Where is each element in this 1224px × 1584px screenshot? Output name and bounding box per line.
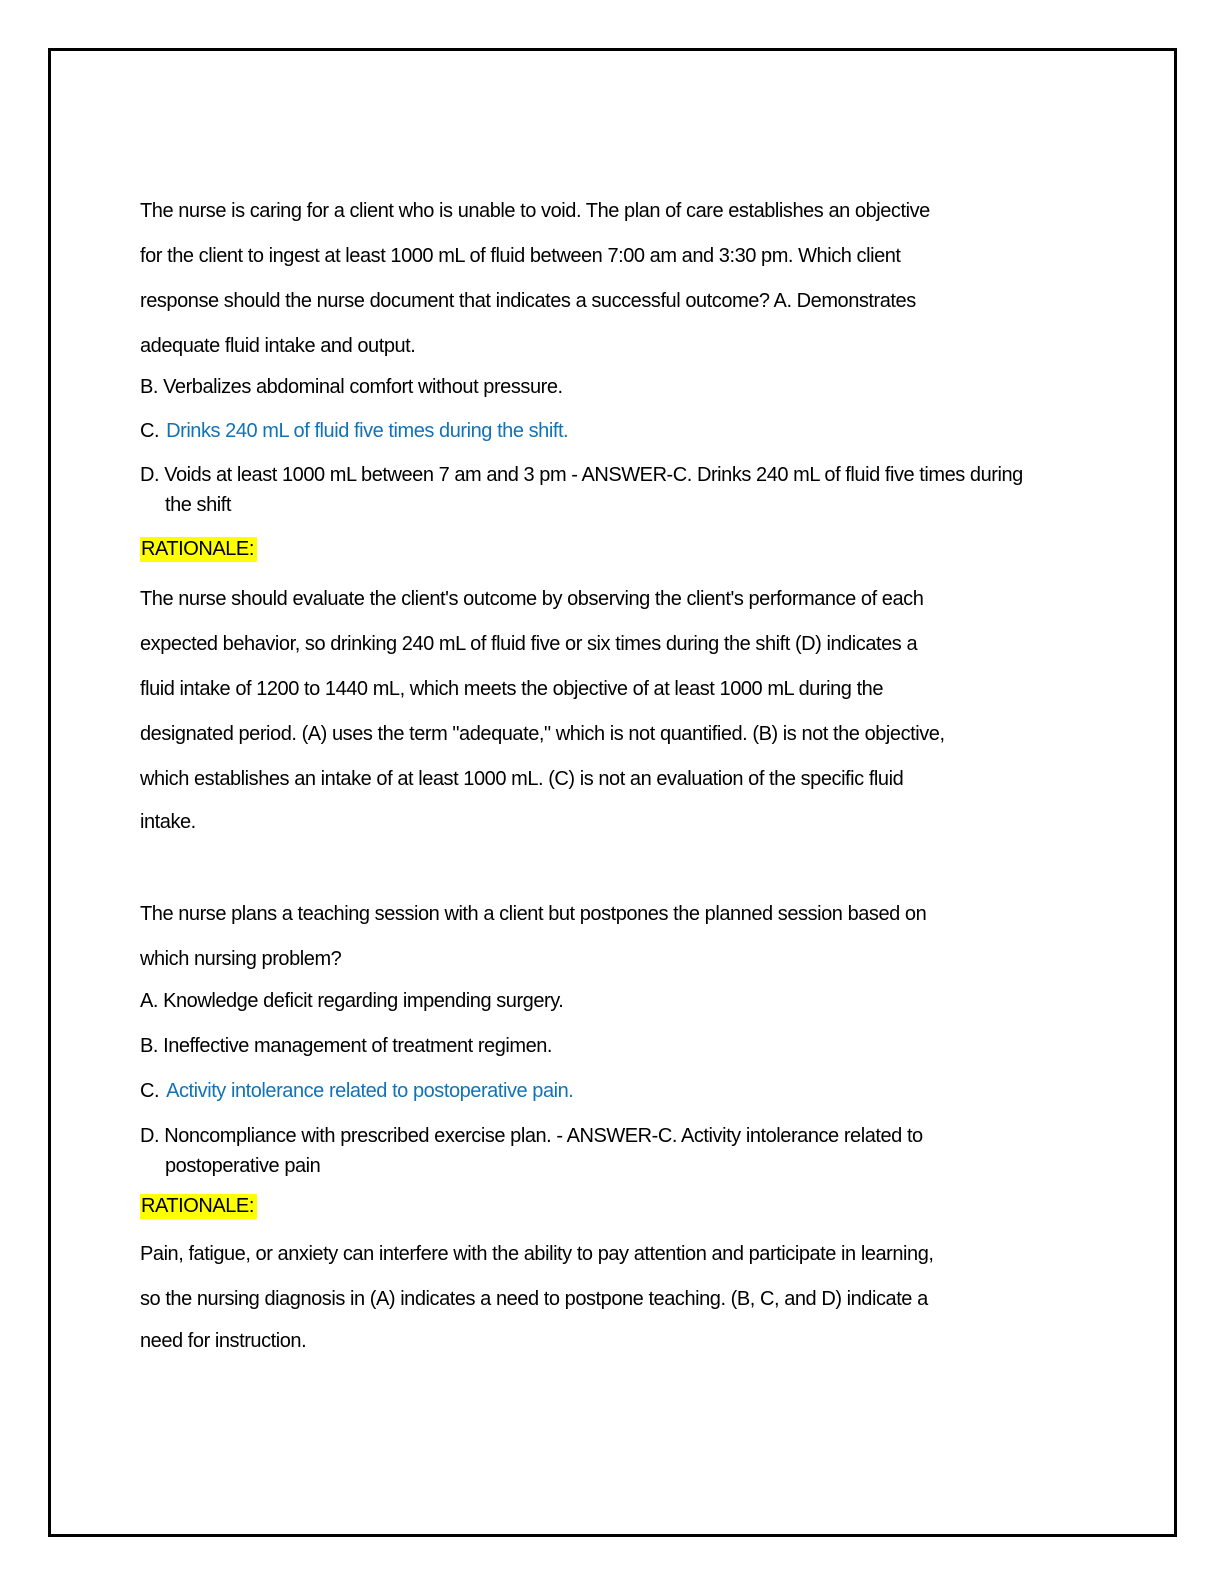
question2-option-c xyxy=(140,1077,1130,1105)
question2-option-c-answer-text: Activity intolerance related to postoperative pain. xyxy=(166,1080,574,1102)
question1-rationale-line-4: designated period. (A) uses the term "adequate," which is not quantified. (B) is not the objective, xyxy=(140,723,945,745)
question1-rationale-line-6: intake. xyxy=(140,811,196,833)
question1-rationale-line-3: fluid intake of 1200 to 1440 mL, which meets the objective of at least 1000 mL during the xyxy=(140,678,884,700)
question2-rationale-heading-line xyxy=(140,1192,1130,1220)
question2-rationale-heading: RATIONALE: xyxy=(140,1194,257,1219)
question1-line-3: response should the nurse document that indicates a successful outcome? A. Demonstrates xyxy=(140,290,916,312)
question2-option-a: A. Knowledge deficit regarding impending surgery. xyxy=(140,990,564,1012)
question1-rationale-line-2: expected behavior, so drinking 240 mL of fluid five or six times during the shift (D) indicates a xyxy=(140,633,918,655)
question2-line-1: The nurse plans a teaching session with a client but postpones the planned session based on xyxy=(140,903,927,925)
page-frame xyxy=(48,48,1177,1537)
question1-option-c-label: C. xyxy=(140,420,160,442)
question2-option-c-label: C. xyxy=(140,1080,160,1102)
question2-rationale-line-3: need for instruction. xyxy=(140,1330,307,1352)
question1-rationale-line-5: which establishes an intake of at least 1000 mL. (C) is not an evaluation of the specific fluid xyxy=(140,768,904,790)
question1-rationale-heading-line xyxy=(140,535,1130,563)
question1-rationale-line-1: The nurse should evaluate the client's outcome by observing the client's performance of each xyxy=(140,588,924,610)
question1-line-1: The nurse is caring for a client who is unable to void. The plan of care establishes an objective xyxy=(140,200,930,222)
question2-option-d-line-1: D. Noncompliance with prescribed exercise plan. - ANSWER-C. Activity intolerance related to xyxy=(140,1125,923,1147)
question2-rationale-line-1: Pain, fatigue, or anxiety can interfere with the ability to pay attention and participate in learning, xyxy=(140,1243,934,1265)
question1-option-b: B. Verbalizes abdominal comfort without pressure. xyxy=(140,376,563,398)
question1-line-2: for the client to ingest at least 1000 mL of fluid between 7:00 am and 3:30 pm. Which client xyxy=(140,245,901,267)
question1-rationale-heading: RATIONALE: xyxy=(140,537,257,562)
question2-option-b: B. Ineffective management of treatment regimen. xyxy=(140,1035,553,1057)
question1-option-c-answer-text: Drinks 240 mL of fluid five times during the shift. xyxy=(166,420,569,442)
question1-line-4: adequate fluid intake and output. xyxy=(140,335,416,357)
question2-option-d-line-2: postoperative pain xyxy=(165,1155,321,1177)
page-content xyxy=(140,197,1130,1355)
question1-option-d-line-1: D. Voids at least 1000 mL between 7 am and 3 pm - ANSWER-C. Drinks 240 mL of fluid five times during xyxy=(140,464,1023,486)
question2-line-2: which nursing problem? xyxy=(140,948,342,970)
question2-rationale-line-2: so the nursing diagnosis in (A) indicates a need to postpone teaching. (B, C, and D) indicate a xyxy=(140,1288,928,1310)
question1-option-c xyxy=(140,417,1130,445)
question1-option-d-line-2: the shift xyxy=(165,494,231,516)
